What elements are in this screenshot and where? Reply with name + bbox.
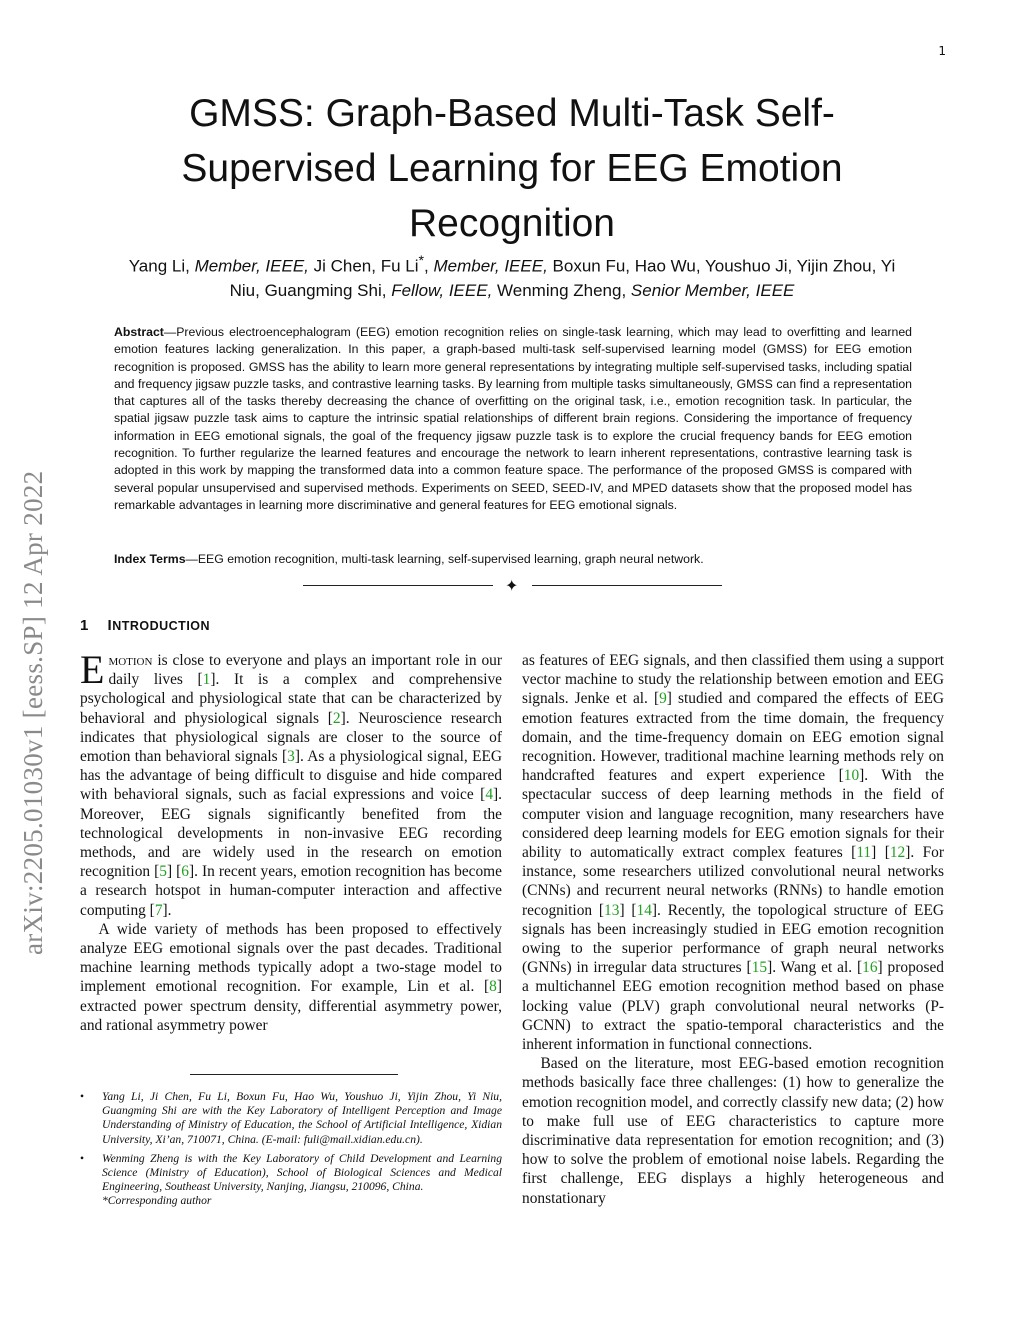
footnotes: [80, 1090, 502, 1214]
section-title-rest: NTRODUCTION: [112, 619, 211, 633]
left-column: [80, 647, 502, 1035]
right-column: [522, 651, 944, 1208]
citation-link[interactable]: 2: [332, 709, 341, 727]
index-terms-label: Index Terms: [114, 552, 186, 566]
citation-link[interactable]: 16: [862, 959, 878, 977]
body-text: as features of EEG signals, and then classified them using a support vector machine to study the relationship between emotion and EEG signals. Jenke et al. [: [522, 652, 944, 708]
abstract-text: —Previous electroencephalogram (EEG) emotion recognition relies on single-task learning, which may lead to overfitting and learned emotion features lacking generalization. In this paper, a graph-based multi-task self-supervised learning model (GMSS) for EEG emotion recognition is proposed. GMSS has the ability to learn more general representations by integrating multiple self-supervised tasks, including spatial and frequency jigsaw puzzle tasks, and contrastive learning tasks. By learning from multiple tasks simultaneously, GMSS can find a representation that captures all of the tasks thereby decreasing the chance of overfitting on the original task, i.e., emotion recognition task. In particular, the spatial jigsaw puzzle task aims to capture the intrinsic spatial relationships of different brain regions. Considering the importance of frequency information in EEG emotional signals, the goal of the frequency jigsaw puzzle task is to explore the crucial frequency bands for EEG emotion recognition. To further regularize the learned features and encourage the network to learn inherent representations, contrastive learning task is adopted in this work by mapping the transformed data into a common feature space. The performance of the proposed GMSS is compared with several popular unsupervised and supervised methods. Experiments on SEED, SEED-IV, and MPED datasets show that the proposed model has remarkable advantages in learning more discriminative and general features for EEG emotional signals.: [114, 325, 912, 512]
body-text: ]. Recently, the topological structure of EEG signals has been increasingly studied in EEG emotion recognition owing to the superior performance of graph neural networks (GNNs) in irregular data structures [: [522, 901, 944, 977]
author-affiliation: Member, IEEE,: [194, 256, 309, 276]
author-text: Ji Chen, Fu Li: [308, 256, 419, 276]
citation-link[interactable]: 9: [659, 690, 667, 708]
author-affiliation: Member, IEEE,: [433, 256, 548, 276]
bullet-icon: •: [80, 1090, 85, 1103]
author-affiliation: Senior Member, IEEE: [630, 280, 795, 300]
corresponding-author-note: *Corresponding author: [102, 1194, 212, 1208]
body-text: ]. As a physiological signal, EEG has the advantage of being difficult to disguise and hide compared with behavioral signals, such as facial expressions and voice [: [80, 748, 502, 804]
footnote-text: Yang Li, Ji Chen, Fu Li, Boxun Fu, Hao Wu, Youshuo Ji, Yijin Zhou, Yi Niu, Guangming Shi are with the Key Laboratory of Intelligent Perception and Image Understanding of Ministry of Education, the School of Artificial Intelligence, Xidian University, Xi’an, 710071, China. (E-mail: fuli@mail.xidian.edu.cn).: [102, 1090, 502, 1146]
footnote-rule: [190, 1074, 398, 1075]
citation-link[interactable]: 10: [843, 767, 860, 785]
author-text: ,: [424, 256, 434, 276]
citation-link[interactable]: 14: [636, 901, 652, 919]
author-text: Yang Li,: [128, 256, 195, 276]
body-text: ]. With the spectacular success of deep learning methods in the field of computer vision and language recognition, many researchers have considered deep learning models for EEG emotion signals for their ability to automatically extract complex features [: [522, 767, 944, 862]
body-text: ] [: [619, 901, 637, 919]
author-text: Boxun Fu, Hao Wu, Youshuo Ji, Yijin Zhou, Yi: [547, 256, 896, 276]
index-terms-text: —EEG emotion recognition, multi-task learning, self-supervised learning, graph neural network.: [185, 552, 704, 566]
author-text: Wenming Zheng,: [492, 280, 631, 300]
paragraph: [80, 920, 502, 1035]
body-text: ] [: [166, 863, 182, 881]
corresponding-mark: *: [418, 253, 425, 269]
body-text: ] [: [871, 844, 890, 862]
body-text: ] extracted power spectrum density, differential asymmetry power, and rational asymmetry power: [80, 978, 502, 1034]
section-heading: [80, 617, 210, 634]
citation-link[interactable]: 7: [154, 901, 163, 919]
section-title-initial: I: [107, 617, 113, 634]
separator-diamond-icon: ✦: [505, 576, 519, 595]
body-text: ]. Neuroscience research indicates that physiological signals are closer to the source of emotion than behavioral signals [: [80, 709, 502, 766]
bullet-icon: •: [80, 1151, 85, 1165]
footnote: [80, 1152, 502, 1209]
page-number: 1: [938, 44, 946, 58]
paper-title: GMSS: Graph-Based Multi-Task Self-Supervised Learning for EEG Emotion Recognition: [181, 92, 843, 245]
citation-link[interactable]: 8: [489, 978, 497, 996]
citation-link[interactable]: 1: [202, 671, 211, 689]
abstract: [114, 324, 912, 514]
citation-link[interactable]: 5: [159, 863, 167, 881]
body-text: ]. Moreover, EEG signals significantly benefited from the technological developments in non-invasive EEG recording methods, and are widely used in the research on emotion recognition [: [80, 786, 502, 881]
body-text: ]. For instance, some researchers utilized convolutional neural networks (CNNs) and recurrent neural networks (RNNs) to handle emotion recognition [: [522, 844, 944, 919]
separator-line-right: [532, 585, 722, 586]
smallcaps-word: motion: [108, 652, 153, 669]
body-text: ]. In recent years, emotion recognition has become a research hotspot in human-computer interaction and affective computing [: [80, 863, 502, 919]
body-text: ] proposed a multichannel EEG emotion recognition method based on phase locking value (PLV) graph convolutional neural networks (P-GCNN) to extract the spatio-temporal characteristics and the inherent information in functional connections.: [522, 959, 944, 1054]
body-text: ]. Wang et al. [: [767, 959, 863, 977]
author-affiliation: Fellow, IEEE,: [391, 280, 493, 300]
paragraph: Based on the literature, most EEG-based emotion recognition methods basically face three challenges: (1) how to generalize the emotion recognition model, and correctly classify new data; (2) how to make full use of EEG characteristics to capture more discriminative data representation for emotion recognition; and (3) how to solve the problem of emotional noise labels. Regarding the first challenge, EEG displays a highly heterogeneous and nonstationary: [522, 1055, 944, 1207]
body-text: ].: [162, 901, 172, 919]
arxiv-identifier[interactable]: arXiv:2205.01030v1 [eess.SP] 12 Apr 2022: [18, 470, 48, 955]
separator-line-left: [303, 585, 493, 586]
drop-cap: E: [80, 647, 105, 692]
citation-link[interactable]: 13: [604, 901, 620, 919]
citation-link[interactable]: 6: [181, 863, 189, 881]
body-text: ] studied and compared the effects of EEG emotion features extracted from the time domain, the frequency domain, and the time-frequency domain on EEG emotion signal recognition. However, traditional machine learning methods rely on handcrafted features and expert experience [: [522, 690, 944, 785]
citation-link[interactable]: 15: [751, 959, 768, 977]
index-terms: [114, 552, 914, 566]
citation-link[interactable]: 11: [856, 844, 872, 862]
body-text: A wide variety of methods has been proposed to effectively analyze EEG emotional signals over the past decades. Traditional machine learning methods typically adopt a two-stage model to implement emotional recognition. For example, Lin et al. [: [80, 920, 502, 996]
citation-link[interactable]: 12: [889, 844, 906, 862]
abstract-label: Abstract: [114, 325, 164, 339]
author-text: Niu, Guangming Shi,: [229, 280, 392, 300]
citation-link[interactable]: 4: [485, 786, 494, 804]
section-number: 1: [80, 617, 89, 634]
paragraph: [80, 647, 502, 920]
body-text: ]. It is a complex and comprehensive psychological and physiological state that can be characterized by behavioral and physiological signals [: [80, 671, 502, 727]
footnote-text: Wenming Zheng is with the Key Laboratory of Child Development and Learning Science (Ministry of Education), School of Biological Sciences and Medical Engineering, Southeast University, Nanjing, Jiangsu, 210096, China.: [102, 1151, 502, 1194]
body-text: is close to everyone and plays an important role in our daily lives [: [108, 652, 502, 689]
footnote: [80, 1090, 502, 1147]
paragraph: [522, 651, 944, 1054]
citation-link[interactable]: 3: [287, 748, 295, 766]
author-list: [92, 249, 932, 303]
